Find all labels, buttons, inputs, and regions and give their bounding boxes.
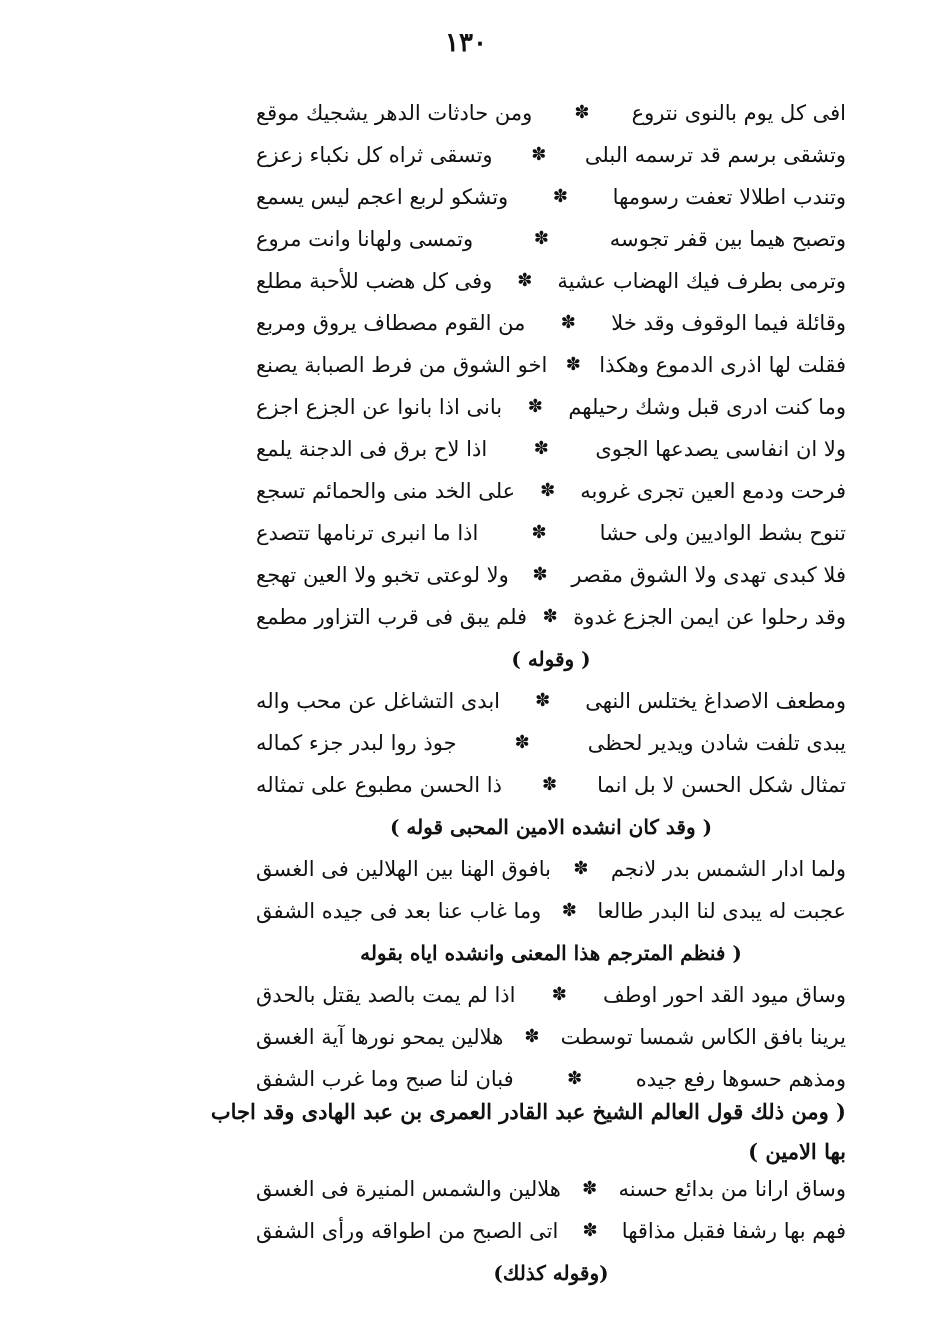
verse-line xyxy=(256,176,846,218)
hemistich-second: وما غاب عنا بعد فى جيده الشفق xyxy=(256,899,542,923)
hemistich-second: اذا ما انبرى ترنامها تتصدع xyxy=(256,521,479,545)
hemistich-first: وتندب اطلالا تعفت رسومها xyxy=(612,185,846,209)
hemistich-first: فلا كبدى تهدى ولا الشوق مقصر xyxy=(571,563,846,587)
asterisk-separator-icon: ✽ xyxy=(533,438,549,459)
hemistich-first: وساق ميود القد احور اوطف xyxy=(602,983,846,1007)
hemistich-second: على الخد منى والحمائم تسجع xyxy=(256,479,516,503)
hemistich-first: وتصبح هيما بين قفر تجوسه xyxy=(609,227,846,251)
verse-line xyxy=(256,890,846,932)
poetry-block-tail xyxy=(256,1168,846,1294)
hemistich-second: ولا لوعتى تخبو ولا العين تهجع xyxy=(256,563,509,587)
hemistich-second: من القوم مصطاف يروق ومربع xyxy=(256,311,526,335)
hemistich-first: فقلت لها اذرى الدموع وهكذا xyxy=(599,353,846,377)
verse-line xyxy=(256,218,846,260)
hemistich-first: ولا ان انفاسى يصدعها الجوى xyxy=(595,437,846,461)
verse-line xyxy=(256,428,846,470)
hemistich-second: جوذ روا لبدر جزء كماله xyxy=(256,731,457,755)
verse-line xyxy=(256,1168,846,1210)
poem-5 xyxy=(256,1168,846,1252)
asterisk-separator-icon: ✽ xyxy=(541,774,558,795)
verse-line xyxy=(256,386,846,428)
hemistich-first: ومذهم حسوها رفع جيده xyxy=(635,1067,846,1091)
asterisk-separator-icon: ✽ xyxy=(574,102,590,123)
asterisk-separator-icon: ✽ xyxy=(551,984,567,1005)
hemistich-first: وساق ارانا من بدائع حسنه xyxy=(618,1177,846,1201)
verse-line xyxy=(256,554,846,596)
asterisk-separator-icon: ✽ xyxy=(535,690,551,711)
asterisk-separator-icon: ✽ xyxy=(524,1026,540,1047)
verse-line xyxy=(256,722,846,764)
verse-line xyxy=(256,302,846,344)
asterisk-separator-icon: ✽ xyxy=(527,396,543,417)
hemistich-second: اذا لم يمت بالصد يقتل بالحدق xyxy=(256,983,516,1007)
hemistich-first: وقد رحلوا عن ايمن الجزع غدوة xyxy=(573,605,846,629)
asterisk-separator-icon: ✽ xyxy=(560,312,576,333)
asterisk-separator-icon: ✽ xyxy=(552,186,568,207)
poem-3 xyxy=(256,848,846,932)
hemistich-first: يرينا بافق الكاس شمسا توسطت xyxy=(560,1025,846,1049)
asterisk-separator-icon: ✽ xyxy=(540,480,556,501)
hemistich-second: ابدى التشاغل عن محب واله xyxy=(256,689,501,713)
verse-line xyxy=(256,848,846,890)
hemistich-first: وقائلة فيما الوقوف وقد خلا xyxy=(611,311,846,335)
hemistich-second: وتسقى ثراه كل نكباء زعزع xyxy=(256,143,493,167)
verse-line xyxy=(256,344,846,386)
hemistich-first: وترمى بطرف فيك الهضاب عشية xyxy=(557,269,846,293)
hemistich-first: وما كنت ادرى قبل وشك رحيلهم xyxy=(568,395,846,419)
hemistich-second: وتمسى ولهانا وانت مروع xyxy=(256,227,474,251)
hemistich-first: تنوح بشط الواديين ولى حشا xyxy=(599,521,846,545)
section-heading: ( فنظم المترجم هذا المعنى وانشده اياه بقوله xyxy=(360,941,742,965)
hemistich-second: ومن حادثات الدهر يشجيك موقع xyxy=(256,101,533,125)
hemistich-second: ذا الحسن مطبوع على تمثاله xyxy=(256,773,502,797)
hemistich-first: ومطعف الاصداغ يختلس النهى xyxy=(585,689,846,713)
hemistich-second: فبان لنا صبح وما غرب الشفق xyxy=(256,1067,514,1091)
asterisk-separator-icon: ✽ xyxy=(542,606,558,627)
poem-2 xyxy=(256,680,846,806)
hemistich-first: تمثال شكل الحسن لا بل انما xyxy=(597,773,846,797)
page-number: ١٣٠ xyxy=(445,28,487,58)
asterisk-separator-icon: ✽ xyxy=(582,1178,598,1199)
hemistich-second: اذا لاح برق فى الدجنة يلمع xyxy=(256,437,488,461)
poem-1 xyxy=(256,92,846,638)
section-heading: ( وقد كان انشده الامين المحبى قوله ) xyxy=(389,815,713,839)
verse-line xyxy=(256,1016,846,1058)
asterisk-separator-icon: ✽ xyxy=(573,858,589,879)
section-heading: (وقوله كذلك) xyxy=(493,1261,609,1285)
asterisk-separator-icon: ✽ xyxy=(531,522,547,543)
verse-line xyxy=(256,680,846,722)
poetry-block xyxy=(256,92,846,1100)
verse-line xyxy=(256,134,846,176)
verse-line xyxy=(256,260,846,302)
hemistich-first: ولما ادار الشمس بدر لانجم xyxy=(610,857,846,881)
section-heading: ( وقوله ) xyxy=(511,647,591,671)
hemistich-second: فلم يبق فى قرب التزاور مطمع xyxy=(256,605,528,629)
hemistich-second: هلالين يمحو نورها آية الغسق xyxy=(256,1025,504,1049)
hemistich-second: بانى اذا بانوا عن الجزع اجزع xyxy=(256,395,503,419)
hemistich-first: يبدى تلفت شادن ويدير لحظى xyxy=(587,731,846,755)
prose-line: ( ومن ذلك قول العالم الشيخ عبد القادر العمرى بن عبد الهادى وقد اجاب xyxy=(210,1099,846,1124)
prose-note xyxy=(126,1092,846,1172)
hemistich-first: فرحت ودمع العين تجرى غروبه xyxy=(580,479,846,503)
asterisk-separator-icon: ✽ xyxy=(567,1068,583,1089)
hemistich-second: اخو الشوق من فرط الصبابة يصنع xyxy=(256,353,548,377)
hemistich-second: وتشكو لربع اعجم ليس يسمع xyxy=(256,185,509,209)
asterisk-separator-icon: ✽ xyxy=(514,732,530,753)
asterisk-separator-icon: ✽ xyxy=(533,228,550,249)
poem-4 xyxy=(256,974,846,1100)
hemistich-first: افى كل يوم بالنوى نتروع xyxy=(631,101,846,125)
verse-line xyxy=(256,764,846,806)
verse-line xyxy=(256,512,846,554)
hemistich-first: عجبت له يبدى لنا البدر طالعا xyxy=(597,899,846,923)
verse-line xyxy=(256,1210,846,1252)
hemistich-second: وفى كل هضب للأحبة مطلع xyxy=(256,269,493,293)
hemistich-second: بافوق الهنا بين الهلالين فى الغسق xyxy=(256,857,551,881)
asterisk-separator-icon: ✽ xyxy=(561,900,577,921)
hemistich-second: اتى الصبح من اطواقه ورأى الشفق xyxy=(256,1219,559,1243)
hemistich-first: وتشقى برسم قد ترسمه البلى xyxy=(584,143,846,167)
verse-line xyxy=(256,596,846,638)
asterisk-separator-icon: ✽ xyxy=(532,564,548,585)
hemistich-first: فهم بها رشفا فقبل مذاقها xyxy=(621,1219,846,1243)
verse-line xyxy=(256,470,846,512)
asterisk-separator-icon: ✽ xyxy=(517,270,533,291)
verse-line xyxy=(256,92,846,134)
asterisk-separator-icon: ✽ xyxy=(582,1220,598,1241)
asterisk-separator-icon: ✽ xyxy=(565,354,581,375)
asterisk-separator-icon: ✽ xyxy=(531,144,547,165)
prose-line: بها الامين ) xyxy=(748,1139,846,1164)
verse-line xyxy=(256,974,846,1016)
hemistich-second: هلالين والشمس المنيرة فى الغسق xyxy=(256,1177,561,1201)
